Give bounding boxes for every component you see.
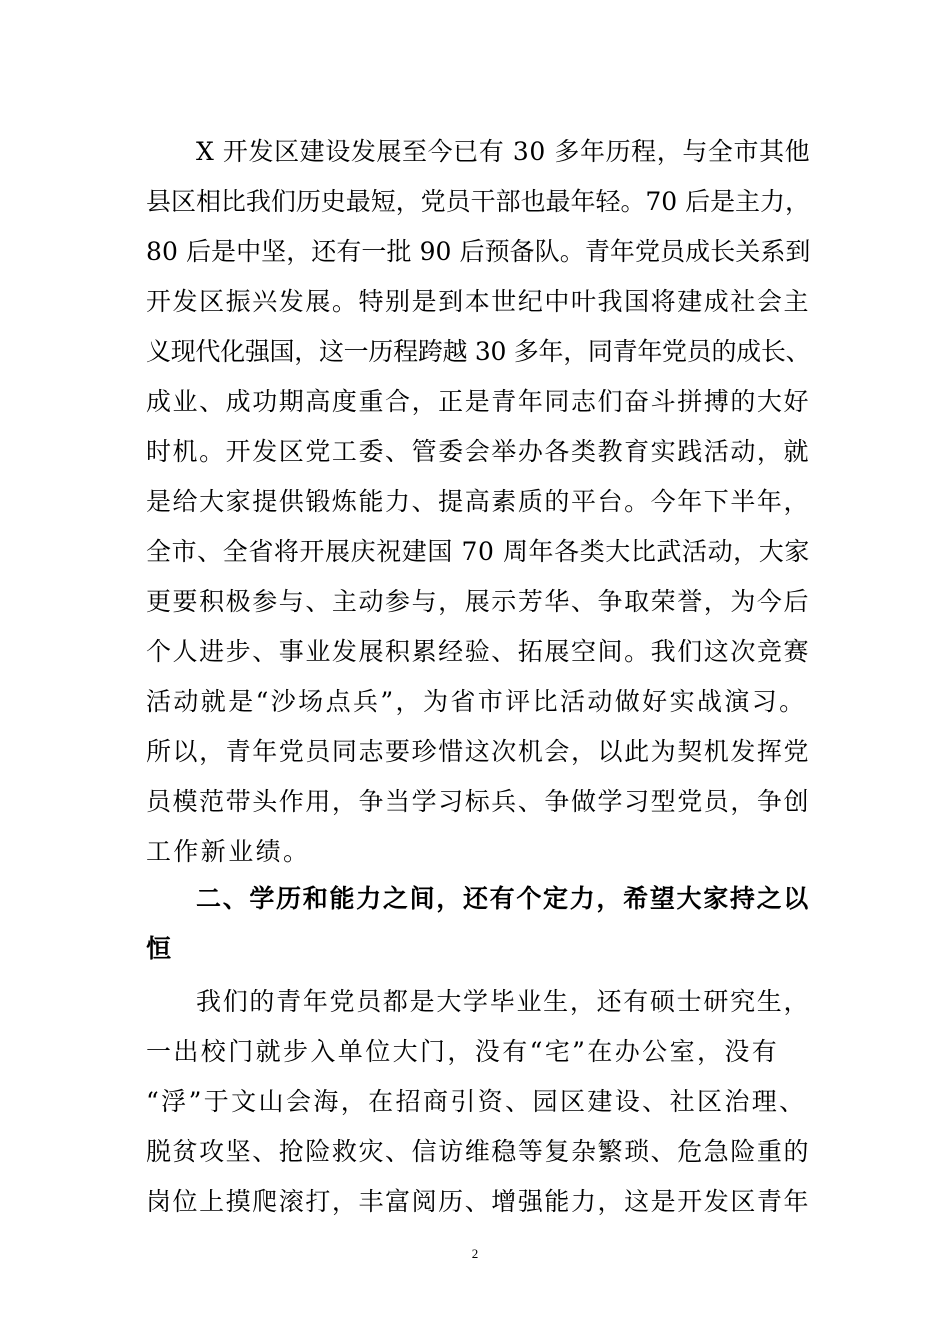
page-number: 2 <box>471 1246 479 1261</box>
paragraph-line: 全市、全省将开展庆祝建国 70 周年各类大比武活动，大家 <box>146 537 810 566</box>
paragraph-line: “浮”于文山会海，在招商引资、园区建设、社区治理、 <box>146 1087 807 1116</box>
paragraph-line: 时机。开发区党工委、管委会举办各类教育实践活动，就 <box>146 437 811 466</box>
paragraph-line: 县区相比我们历史最短，党员干部也最年轻。70 后是主力， <box>146 187 810 216</box>
paragraph-line: 我们的青年党员都是大学毕业生，还有硕士研究生， <box>196 987 811 1016</box>
paragraph-line: 工作新业绩。 <box>146 837 311 866</box>
paragraph-line: 一出校门就步入单位大门，没有“宅”在办公室，没有 <box>146 1037 780 1066</box>
paragraph-line: 岗位上摸爬滚打，丰富阅历、增强能力，这是开发区青年 <box>146 1187 811 1216</box>
paragraph-line: 脱贫攻坚、抢险救灾、信访维稳等复杂繁琐、危急险重的 <box>146 1137 811 1166</box>
paragraph-line: 更要积极参与、主动参与，展示芳华、争取荣誉，为今后 <box>146 587 811 616</box>
section-heading: 恒 <box>146 934 174 963</box>
paragraph-line: 80 后是中坚，还有一批 90 后预备队。青年党员成长关系到 <box>146 237 811 266</box>
paragraph-line: 活动就是“沙场点兵”，为省市评比活动做好实战演习。 <box>146 687 807 716</box>
section-heading: 二、学历和能力之间，还有个定力，希望大家持之以 <box>196 884 811 913</box>
paragraph-line: 义现代化强国，这一历程跨越 30 多年，同青年党员的成长、 <box>146 337 811 366</box>
paragraph-line: 个人进步、事业发展积累经验、拓展空间。我们这次竞赛 <box>146 637 811 666</box>
paragraph-line: 员模范带头作用，争当学习标兵、争做学习型党员，争创 <box>146 787 811 816</box>
paragraph-line: 成业、成功期高度重合，正是青年同志们奋斗拼搏的大好 <box>146 387 811 416</box>
paragraph-line: 所以，青年党员同志要珍惜这次机会，以此为契机发挥党 <box>146 737 811 766</box>
paragraph-line: 开发区振兴发展。特别是到本世纪中叶我国将建成社会主 <box>146 287 811 316</box>
paragraph-line: 是给大家提供锻炼能力、提高素质的平台。今年下半年， <box>146 487 811 516</box>
paragraph-line: X 开发区建设发展至今已有 30 多年历程，与全市其他 <box>196 137 811 166</box>
